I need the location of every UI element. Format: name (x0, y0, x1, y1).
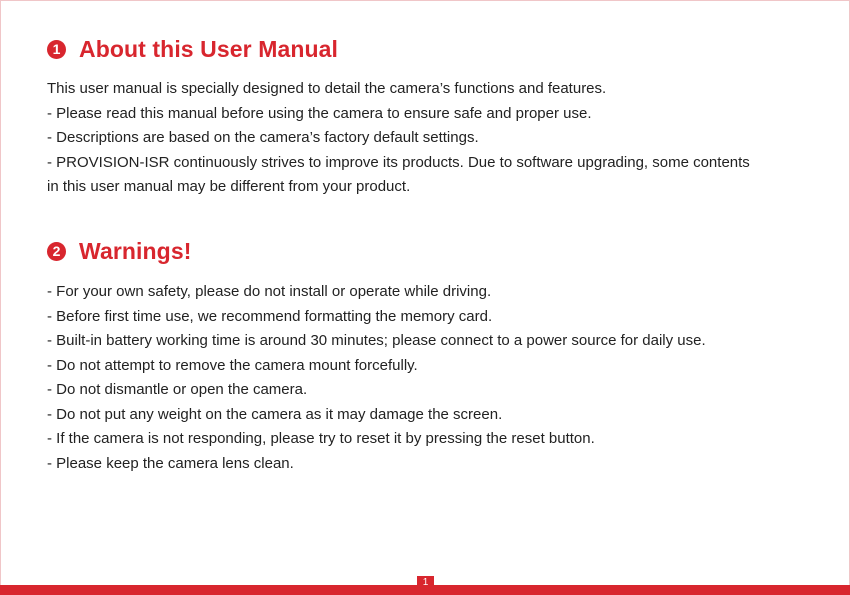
warning-line: - For your own safety, please do not install or operate while driving. (47, 283, 492, 300)
section-warnings (47, 236, 817, 476)
section-heading (47, 34, 817, 64)
body-line: - PROVISION-ISR continuously strives to improve its products. Due to software upgrading, some contents (47, 153, 750, 171)
section-title: Warnings! (79, 237, 192, 264)
warning-line: - Built-in battery working time is around 30 minutes; please connect to a power source for daily use. (47, 332, 706, 349)
warning-line: - Before first time use, we recommend formatting the memory card. (47, 307, 493, 325)
page-number: 1 (417, 576, 434, 589)
warning-line: - Please keep the camera lens clean. (47, 454, 294, 472)
warning-line: - Do not put any weight on the camera as it may damage the screen. (47, 405, 503, 423)
section-title: About this User Manual (79, 35, 339, 62)
warning-line: - Do not attempt to remove the camera mount forcefully. (47, 356, 418, 374)
section-body (47, 77, 817, 200)
warning-line: - Do not dismantle or open the camera. (47, 381, 308, 398)
body-line: This user manual is specially designed to detail the camera’s functions and features. (47, 80, 607, 97)
body-line: - Descriptions are based on the camera’s factory default settings. (47, 129, 479, 146)
section-body (47, 280, 817, 476)
section-about-manual (47, 34, 817, 200)
warning-line: - If the camera is not responding, please try to reset it by pressing the reset button. (47, 430, 595, 447)
body-line: - Please read this manual before using the camera to ensure safe and proper use. (47, 104, 592, 122)
section-number-badge: 2 (47, 242, 66, 261)
body-line: in this user manual may be different from your product. (47, 178, 411, 195)
section-heading (47, 236, 817, 266)
section-number-badge: 1 (47, 40, 66, 59)
